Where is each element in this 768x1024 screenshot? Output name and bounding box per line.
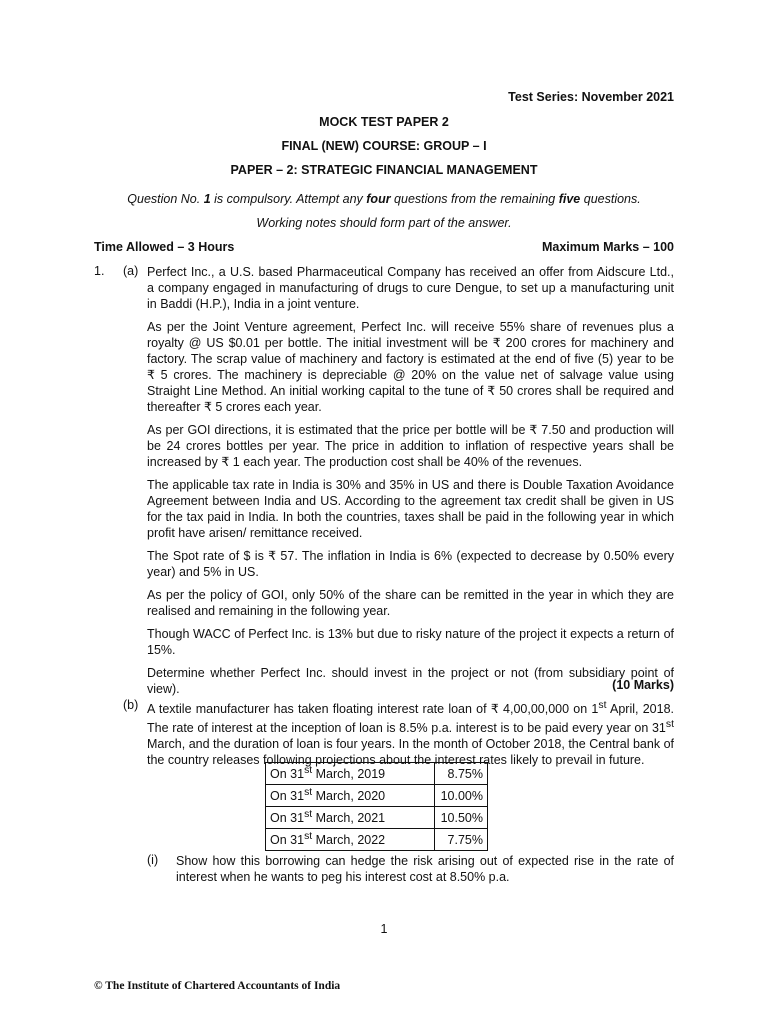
table-row: On 31st March, 2020 10.00% [266, 785, 488, 807]
table-row: On 31st March, 2021 10.50% [266, 807, 488, 829]
max-marks: Maximum Marks – 100 [541, 240, 674, 254]
interest-rate-table [265, 762, 488, 851]
instruction-line-1: Question No. 1 is compulsory. Attempt any four questions from the remaining five questions. [127, 192, 641, 206]
marks-label: (10 Marks) [612, 678, 674, 692]
paragraph: Perfect Inc., a U.S. based Pharmaceutical Company has received an offer from Aidscure Ltd., a company engaged in manufacturing of drugs to cure Dengue, to set up a manufacturing unit in Baddi (H.P.), India in a joint venture. [147, 265, 674, 311]
part-a-body [147, 264, 674, 704]
page-number: 1 [380, 922, 388, 936]
paragraph: As per GOI directions, it is estimated that the price per bottle will be ₹ 7.50 and production will be 24 crores bottles per year. The price in addition to inflation of respective years shall be increased by ₹ 1 each year. The production cost shall be 40% of the revenues. [147, 423, 674, 469]
part-a-label: (a) [123, 264, 139, 278]
copyright-footer: © The Institute of Chartered Accountants of India [94, 980, 341, 992]
sub-question-text: Show how this borrowing can hedge the risk arising out of expected rise in the rate of interest when he wants to peg his interest cost at 8.50% p.a. [176, 854, 674, 884]
part-b-intro: A textile manufacturer has taken floating interest rate loan of ₹ 4,00,00,000 on 1st April, 2018. The rate of interest at the inception of loan is 8.5% p.a. interest is to be paid every year on 31st March, and the duration of loan is four years. In the month of October 2018, the Central bank of the country releases following projections about the interest rates likely to prevail in future. [147, 700, 674, 768]
instruction-line-2: Working notes should form part of the answer. [256, 216, 512, 230]
paragraph: As per the Joint Venture agreement, Perfect Inc. will receive 55% share of revenues plus a royalty @ US $0.01 per bottle. The initial investment will be ₹ 200 crores for machinery and factory. The scrap value of machinery and factory is estimated at the end of five (5) year to be ₹ 5 crores. The machinery is depreciable @ 20% on the value net of salvage value using Straight Line Method. An initial working capital to the tune of ₹ 50 crores shall be required and thereafter ₹ 5 crores each year. [147, 320, 674, 414]
paragraph: The Spot rate of $ is ₹ 57. The inflation in India is 6% (expected to decrease by 0.50% every year) and 5% in US. [147, 549, 674, 579]
part-b-label: (b) [123, 698, 139, 712]
question-number: 1. [94, 264, 105, 278]
paragraph: The applicable tax rate in India is 30% and 35% in US and there is Double Taxation Avoidance Agreement between India and US. According to the agreement tax credit shall be given in US for the tax paid in India. In both the countries, taxes shall be paid in the following year in which profit have arisen/ remittance received. [147, 478, 674, 540]
paragraph: Determine whether Perfect Inc. should invest in the project or not (from subsidiary point of view). [147, 666, 674, 696]
paragraph: As per the policy of GOI, only 50% of the share can be remitted in the year in which they are realised and remaining in the following year. [147, 588, 674, 618]
course-title: FINAL (NEW) COURSE: GROUP – I [281, 139, 487, 153]
exam-meta-row [94, 240, 674, 254]
test-series-label: Test Series: November 2021 [508, 90, 674, 104]
paper-name: PAPER – 2: STRATEGIC FINANCIAL MANAGEMENT [230, 163, 538, 177]
sub-question-label: (i) [147, 853, 159, 867]
time-allowed: Time Allowed – 3 Hours [94, 240, 235, 254]
table-row: On 31st March, 2022 7.75% [266, 829, 488, 851]
paper-title: MOCK TEST PAPER 2 [319, 115, 449, 129]
table-row: On 31st March, 2019 8.75% [266, 763, 488, 785]
paragraph: Though WACC of Perfect Inc. is 13% but due to risky nature of the project it expects a return of 15%. [147, 627, 674, 657]
